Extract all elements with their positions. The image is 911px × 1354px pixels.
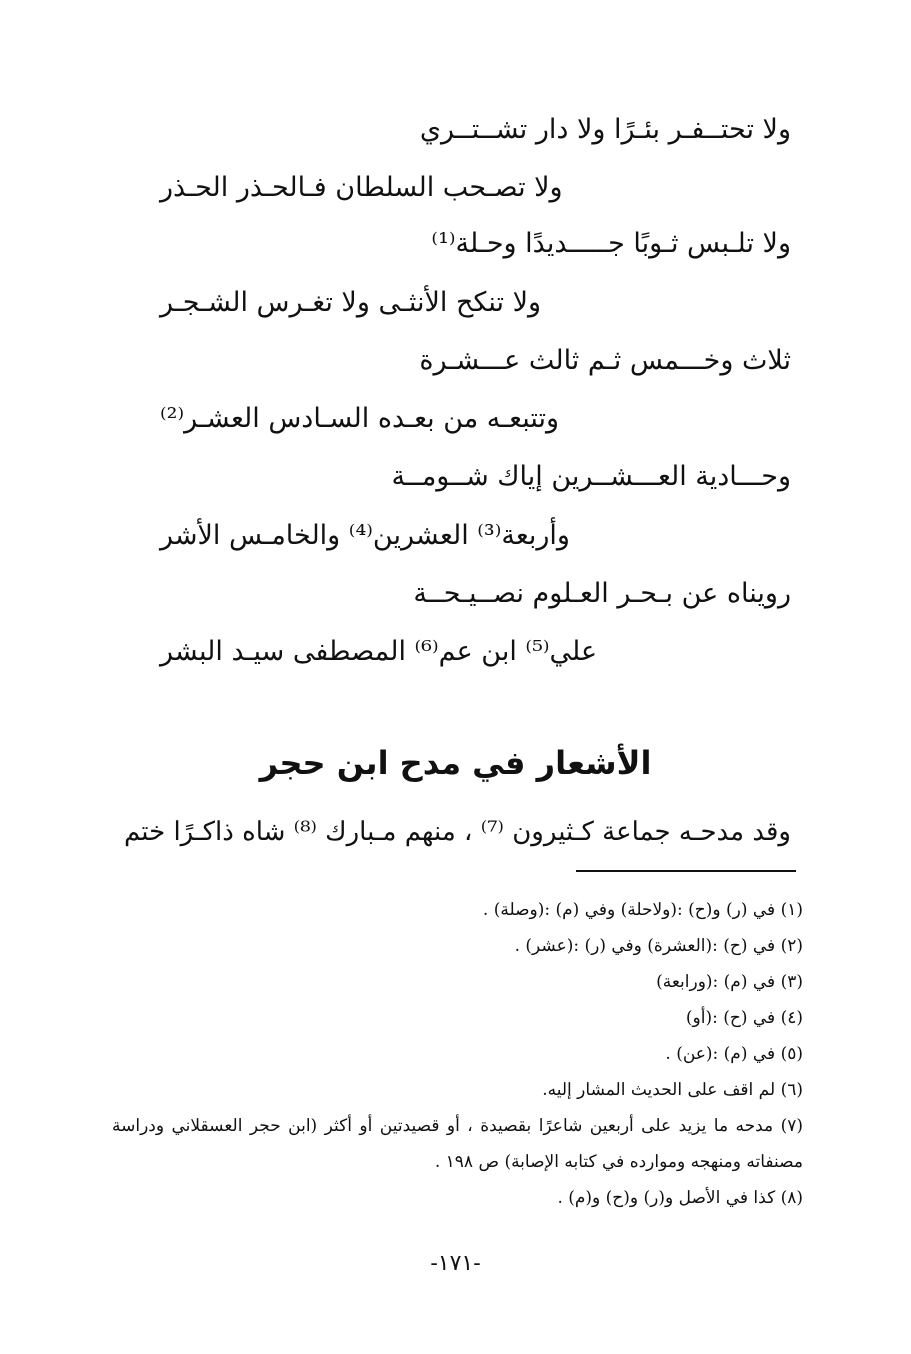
poem-verse: ولا تصـحب السلطان فـالحـذر الحـذر [160,172,563,203]
poem-verse: ولا تحتــفـر بئـرًا ولا دار تشــتــري [419,114,791,145]
poem-verse: وتتبعـه من بعـده السـادس العشـر⁽²⁾ [160,403,560,434]
poem-verse: رويناه عن بـحـر العـلوم نصــيـحــة [413,578,791,609]
footnote: (٦) لم اقف على الحديث المشار إليه. [542,1080,803,1100]
section-heading: الأشعار في مدح ابن حجر [259,744,652,782]
poem-verse: وحـــادية العـــشــرين إياك شــومــة [391,461,791,492]
footnote: (١) في (ر) و(ح) :(ولاحلة) وفي (م) :(وصلة) . [482,900,803,920]
footnote: (٧) مدحه ما يزيد على أربعين شاعرًا بقصيدة ، أو قصيدتين أو أكثر (ابن حجر العسقلاني ودراسة مصنفاته ومنهجه وموارده في كتابه الإصابة) ص ١٩٨ . [112,1116,803,1172]
footnote: (٨) كذا في الأصل و(ر) و(ح) و(م) . [557,1188,803,1208]
page-number: -١٧١- [430,1251,481,1276]
footnote-divider [576,870,796,872]
poem-verse: وأربعة⁽³⁾ العشرين⁽⁴⁾ والخامـس الأشر [160,520,570,551]
poem-verse: ولا تنكح الأنثـى ولا تغـرس الشـجـر [160,287,542,318]
footnote: (٥) في (م) :(عن) . [665,1044,803,1064]
footnote: (٤) في (ح) :(أو) [685,1008,803,1028]
poem-verse: ثلاث وخـــمس ثـم ثالث عـــشـرة [419,345,791,376]
poem-verse: ولا تلـبس ثـوبًا جـــــديدًا وحـلة⁽¹⁾ [431,228,791,259]
poem-verse: علي⁽⁵⁾ ابن عم⁽⁶⁾ المصطفى سيـد البشر [160,636,598,667]
footnote: (٣) في (م) :(ورابعة) [656,972,803,992]
intro-paragraph: وقد مدحـه جماعة كـثيرون ⁽⁷⁾ ، منهم مـبارك ⁽⁸⁾ شاه ذاكـرًا ختم [123,817,791,847]
footnotes [112,892,803,1216]
footnote: (٢) في (ح) :(العشرة) وفي (ر) :(عشر) . [514,936,803,956]
